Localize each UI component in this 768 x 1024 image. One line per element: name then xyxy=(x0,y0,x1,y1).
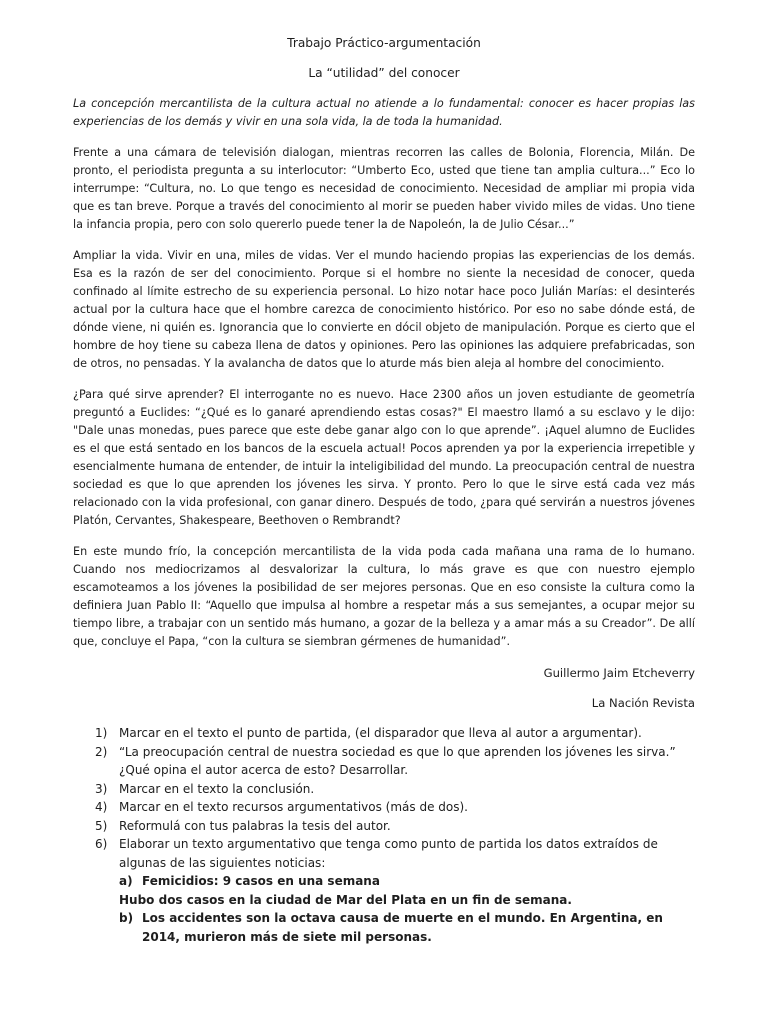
article-source: La Nación Revista xyxy=(591,696,695,710)
news-item xyxy=(119,872,695,891)
question-text: Marcar en el texto la conclusión. xyxy=(119,781,315,796)
article-paragraph: Ampliar la vida. Vivir en una, miles de vidas. Ver el mundo haciendo propias las experiencias de los demás. Esa es la razón de ser del conocimiento. Porque si el hombre no siente la necesidad de conocer, queda confinado al límite estrecho de su experiencia personal. Lo hizo notar hace poco Julián Marías: el desinterés actual por la cultura hace que el hombre carezca de conocimiento histórico. Por eso no sabe dónde está, de dónde viene, ni quién es. Ignorancia que lo convierte en dócil objeto de manipulación. Porque es cierto que el hombre de hoy tiene su cabeza llena de datos y opiniones. Pero las opiniones las adquiere prefabricadas, son de otros, no pensadas. Y la avalancha de datos que lo aturde más bien aleja al hombre del conocimiento. xyxy=(73,249,695,370)
question-item xyxy=(73,743,695,780)
article-title: La “utilidad” del conocer xyxy=(308,66,460,80)
article-paragraph: En este mundo frío, la concepción mercantilista de la vida poda cada mañana una rama de lo humano. Cuando nos mediocrizamos al desvalorizar la cultura, lo más grave es que con nuestro ejemplo escamoteamos a los jóvenes la posibilidad de ser mejores personas. Que en eso consiste la cultura como la definiera Juan Pablo II: “Aquello que impulsa al hombre a respetar más a sus semejantes, a ocupar mejor su tiempo libre, a trabajar con un sentido más humano, a gozar de la belleza y a amar más a su Creador”. De allí que, concluye el Papa, “con la cultura se siembran gérmenes de humanidad”. xyxy=(73,545,695,648)
question-item xyxy=(73,817,695,836)
question-number: 5) xyxy=(95,818,108,833)
news-list xyxy=(119,909,695,946)
question-number: 2) xyxy=(95,744,108,759)
document-title: Trabajo Práctico-argumentación xyxy=(287,36,481,50)
question-text: “La preocupación central de nuestra sociedad es que lo que aprenden los jóvenes les sirva.” ¿Qué opina el autor acerca de esto? Desarrollar. xyxy=(119,744,676,777)
question-item xyxy=(73,798,695,817)
question-number: 3) xyxy=(95,781,108,796)
news-letter: b) xyxy=(119,911,134,925)
question-item xyxy=(73,835,695,946)
news-line: Hubo dos casos en la ciudad de Mar del Plata en un fin de semana. xyxy=(119,892,572,907)
article-paragraph: ¿Para qué sirve aprender? El interrogante no es nuevo. Hace 2300 años un joven estudiante de geometría preguntó a Euclides: “¿Qué es lo ganaré aprendiendo estas cosas?" El maestro llamó a su esclavo y le dijo: "Dale unas monedas, pues parece que este debe ganar algo con lo que aprende”. ¡Aquel alumno de Euclides es el que está sentado en los bancos de la escuela actual! Pocos aprenden ya por la experiencia irrepetible y esencialmente humana de entender, de intuir la inteligibilidad del mundo. La preocupación central de nuestra sociedad es que lo que aprenden los jóvenes les sirva. Y pronto. Pero lo que le sirve está cada vez más relacionado con la vida profesional, con ganar dinero. Después de todo, ¿para qué servirán a nuestros jóvenes Platón, Cervantes, Shakespeare, Beethoven o Rembrandt? xyxy=(73,388,695,527)
news-letter: a) xyxy=(119,874,133,888)
news-title: Los accidentes son la octava causa de muerte en el mundo. En Argentina, en 2014, murieron más de siete mil personas. xyxy=(142,911,663,944)
question-number: 1) xyxy=(95,726,108,740)
question-text: Marcar en el texto recursos argumentativos (más de dos). xyxy=(119,800,468,814)
question-item xyxy=(73,724,695,743)
question-list xyxy=(73,724,695,946)
question-text: Reformulá con tus palabras la tesis del autor. xyxy=(119,818,391,833)
news-item xyxy=(119,909,695,946)
article-lead: La concepción mercantilista de la cultura actual no atiende a lo fundamental: conocer es hacer propias las experiencias de los demás y vivir en una sola vida, la de toda la humanidad. xyxy=(73,97,695,128)
article-author: Guillermo Jaim Etcheverry xyxy=(543,666,695,680)
news-title: Femicidios: 9 casos en una semana xyxy=(142,874,380,888)
news-list xyxy=(119,872,695,891)
question-text: Marcar en el texto el punto de partida, (el disparador que lleva al autor a argumentar). xyxy=(119,726,642,740)
article-paragraph: Frente a una cámara de televisión dialogan, mientras recorren las calles de Bolonia, Florencia, Milán. De pronto, el periodista pregunta a su interlocutor: “Umberto Eco, usted que tiene tan amplia cultura...” Eco lo interrumpe: “Cultura, no. Lo que tengo es necesidad de conocimiento. Necesidad de ampliar mi propia vida que es tan breve. Porque a través del conocimiento al morir se pueden haber vivido miles de vidas. Uno tiene la infancia propia, pero con solo quererlo puede tener la de Napoleón, la de Julio César...” xyxy=(73,146,695,231)
question-text: Elaborar un texto argumentativo que tenga como punto de partida los datos extraídos de algunas de las siguientes noticias: xyxy=(119,837,658,870)
question-number: 4) xyxy=(95,800,108,814)
question-item xyxy=(73,780,695,799)
question-number: 6) xyxy=(95,837,108,851)
